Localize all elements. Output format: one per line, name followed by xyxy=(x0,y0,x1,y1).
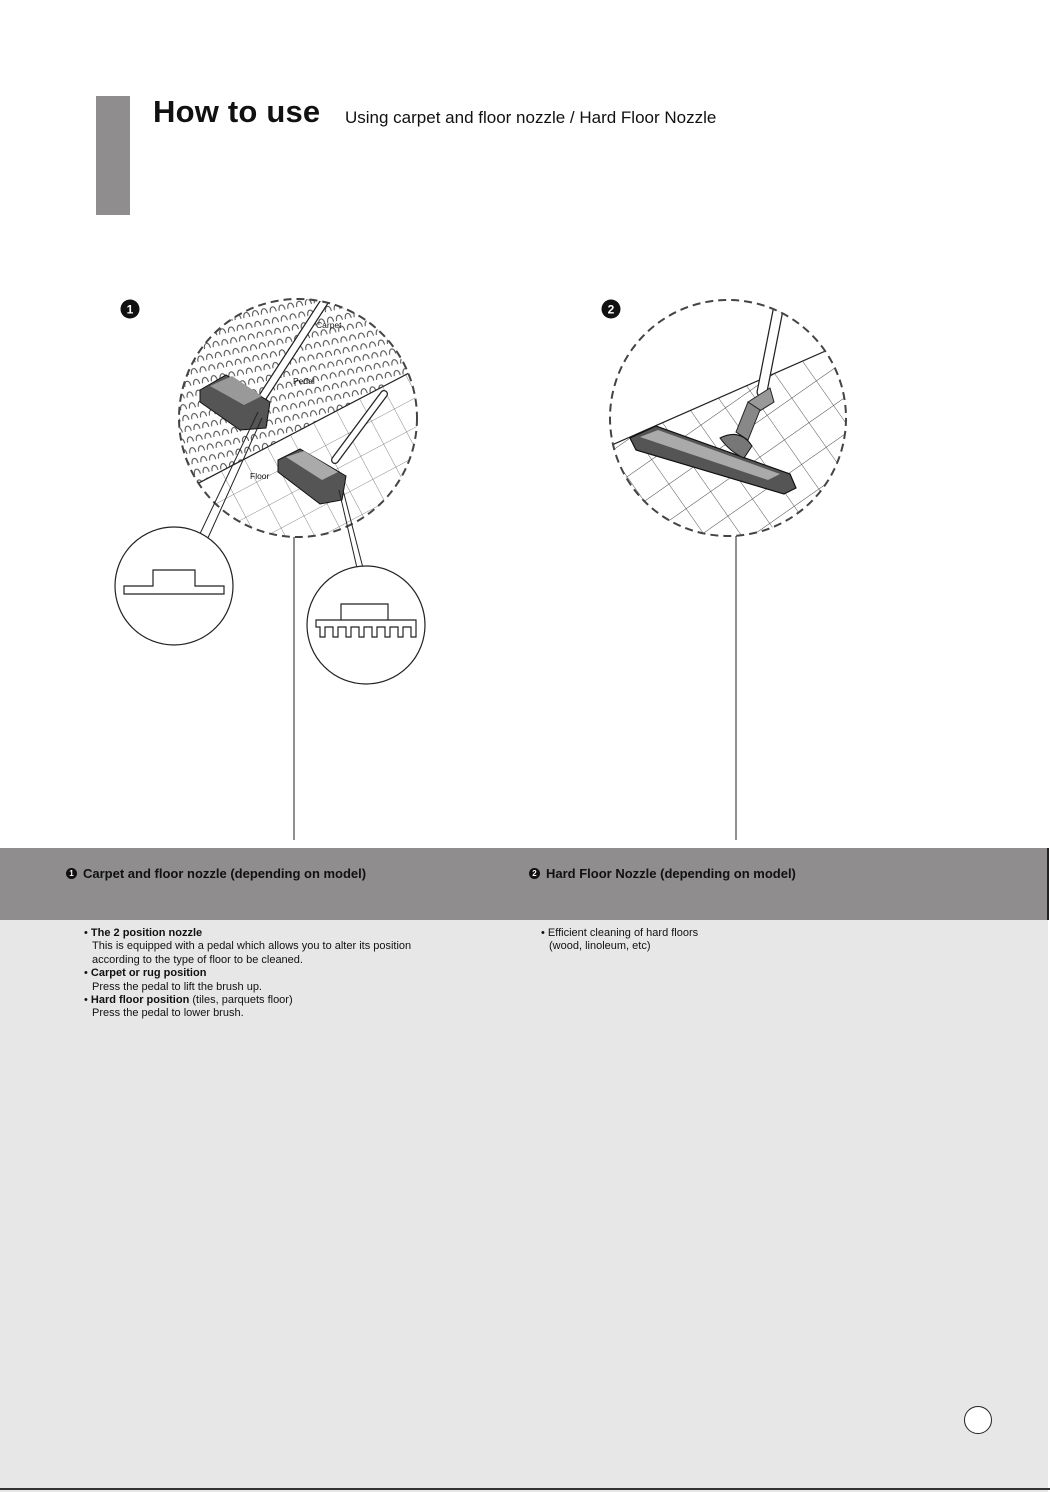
section-2-heading-text: Hard Floor Nozzle (depending on model) xyxy=(546,866,796,881)
bullet-line: This is equipped with a pedal which allows you to alter its position xyxy=(92,940,412,953)
bullet-item: • Efficient cleaning of hard floors xyxy=(541,927,699,939)
figure-2-number: 2 xyxy=(607,302,615,317)
page-title: How to use xyxy=(153,94,321,129)
bullet-item: • Carpet or rug position xyxy=(84,967,207,980)
section-2-number: 2 xyxy=(529,868,540,879)
figure-1-number: 1 xyxy=(126,302,134,317)
section-header-bar xyxy=(0,848,1048,920)
bottom-rule xyxy=(0,1488,1050,1490)
figure-2-number-badge xyxy=(602,300,621,319)
bullet-line: Press the pedal to lift the brush up. xyxy=(92,980,262,993)
detail-brush-up xyxy=(115,527,233,645)
bullet-title: Hard floor position xyxy=(90,994,190,1007)
section-2-heading xyxy=(529,866,796,881)
section-1-heading-text: Carpet and floor nozzle (depending on model) xyxy=(83,866,367,881)
bullet-title-rest: (tiles, parquets floor) xyxy=(189,994,293,1007)
section-1-description xyxy=(84,927,504,1021)
bullet-line: (wood, linoleum, etc) xyxy=(549,940,651,953)
bullet-title: Carpet or rug position xyxy=(90,967,207,980)
label-carpet: Carpet xyxy=(316,320,342,330)
section-2-description xyxy=(541,927,961,954)
figure-1-number-badge xyxy=(121,300,140,319)
bullet-line: Efficient cleaning of hard floors xyxy=(547,927,699,939)
page-subtitle: Using carpet and floor nozzle / Hard Floor Nozzle xyxy=(345,108,717,127)
bullet-line: according to the type of floor to be cleaned. xyxy=(92,953,303,966)
section-1-number: 1 xyxy=(66,868,77,879)
bullet-item: • The 2 position nozzle xyxy=(84,927,203,939)
figure-2-scene xyxy=(605,295,855,545)
bullet-item: • Hard floor position (tiles, parquets floor) xyxy=(84,994,293,1007)
section-1-heading xyxy=(66,866,366,881)
edge-rule xyxy=(1047,848,1049,920)
detail-brush-down xyxy=(307,566,425,684)
bullet-title: The 2 position nozzle xyxy=(90,927,203,939)
bullet-line: Press the pedal to lower brush. xyxy=(92,1007,244,1020)
figure-1-scene xyxy=(170,290,430,550)
label-pedal: Pedal xyxy=(293,376,315,386)
label-floor: Floor xyxy=(250,471,270,481)
page-number-circle xyxy=(964,1406,992,1434)
